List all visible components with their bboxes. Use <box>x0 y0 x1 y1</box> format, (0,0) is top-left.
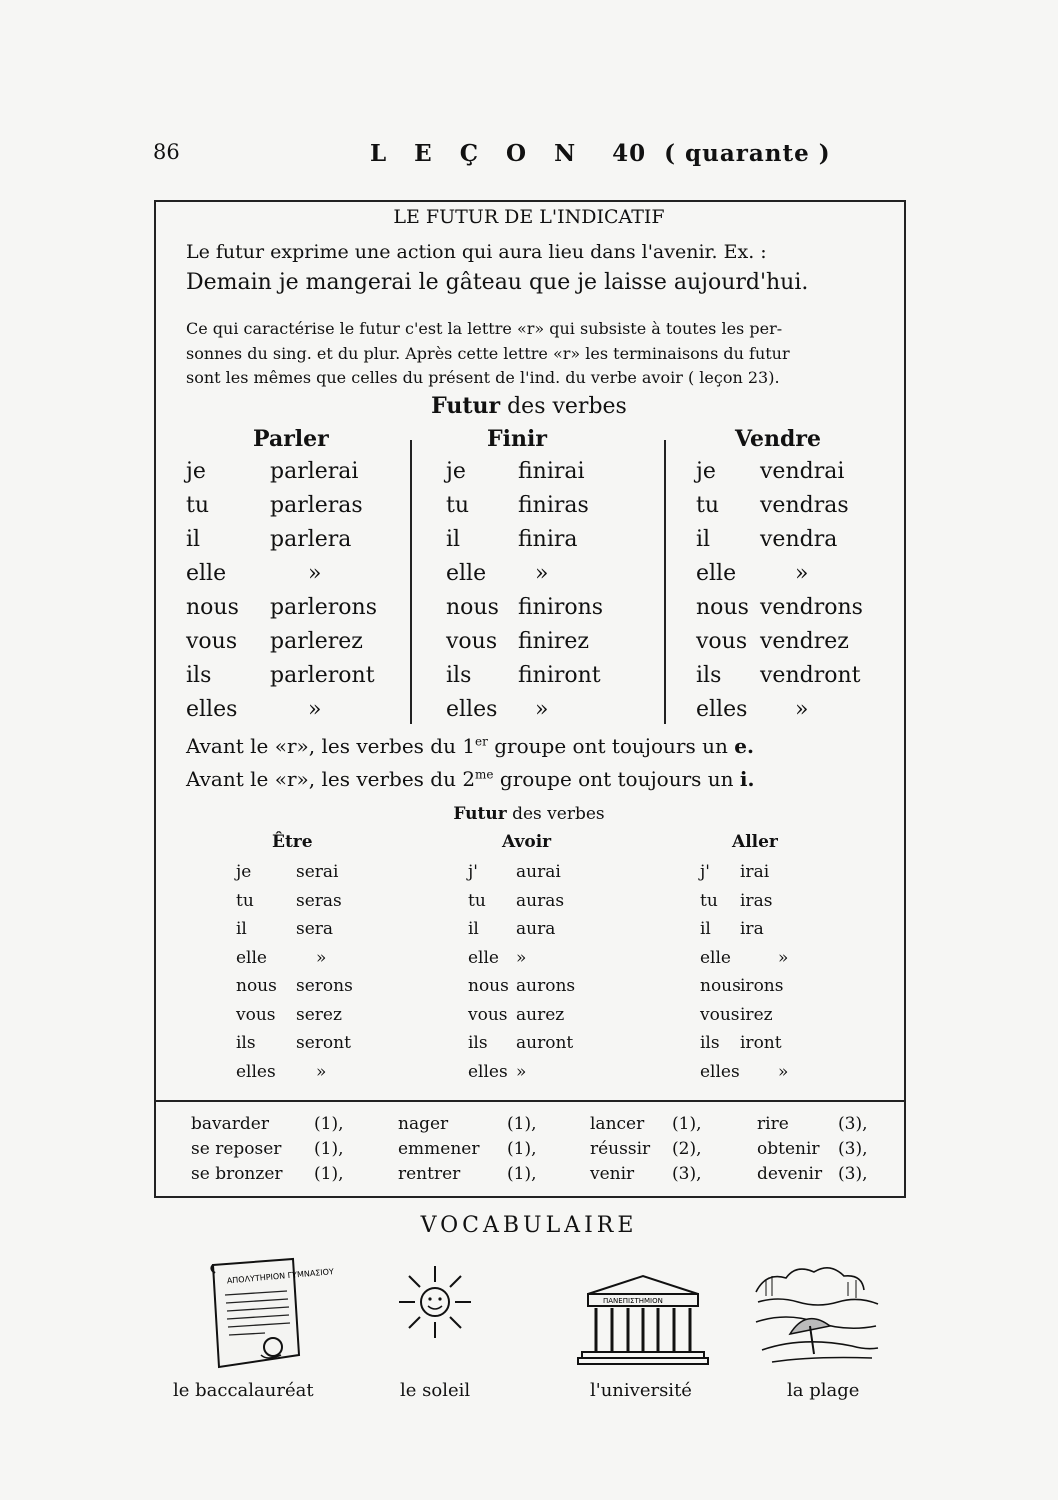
verb-form: vendrai <box>760 459 845 484</box>
note-text: Avant le «r», les verbes du 2 <box>186 767 476 791</box>
verb-form: vendras <box>760 493 849 518</box>
column-divider <box>664 440 666 724</box>
verb-form: » <box>516 947 527 968</box>
verb-form: serons <box>296 976 353 996</box>
vocab-group: (1), <box>507 1164 537 1184</box>
verb-form: seras <box>296 890 342 911</box>
vocab-verb: se bronzer <box>191 1164 283 1184</box>
verb-form: seront <box>296 1033 351 1053</box>
beach-icon <box>752 1262 882 1372</box>
rule-explanation-line: Ce qui caractérise le futur c'est la lettre «r» qui subsiste à toutes les per- <box>186 319 783 338</box>
box-divider <box>154 1100 906 1102</box>
pronoun: elles <box>236 1061 276 1082</box>
caption-soleil: le soleil <box>400 1380 471 1401</box>
pronoun: nous <box>468 976 509 996</box>
pronoun: tu <box>696 493 720 518</box>
pronoun: elle <box>446 561 487 586</box>
note-letter: i. <box>739 767 755 791</box>
pronoun: tu <box>468 890 486 911</box>
pronoun: vous <box>446 629 498 654</box>
university-icon <box>578 1272 708 1366</box>
note-text: groupe ont toujours un <box>493 767 740 791</box>
verb-form: » <box>535 697 549 722</box>
vocab-group: (3), <box>838 1114 868 1134</box>
pronoun: ils <box>700 1033 720 1053</box>
verb-form: finiront <box>518 663 601 688</box>
pronoun: nous <box>700 976 741 996</box>
note-sup: er <box>475 734 488 749</box>
irregular-verbs-heading <box>0 804 1058 824</box>
verb-form: » <box>778 1061 789 1082</box>
regular-verbs-heading <box>0 393 1058 419</box>
pronoun: vous <box>468 1004 508 1025</box>
verb-form: parlerez <box>270 629 363 654</box>
column-header-parler: Parler <box>253 426 329 452</box>
heading-rest: des verbes <box>500 394 627 419</box>
heading-rest: des verbes <box>506 804 605 824</box>
pronoun: elles <box>446 697 498 722</box>
verb-form: irez <box>740 1004 773 1025</box>
pronoun: il <box>236 919 247 939</box>
building-text: ΠΑΝΕΠΙΣΤΗΜΙΟΝ <box>603 1297 663 1305</box>
vocab-group: (1), <box>507 1114 537 1134</box>
verb-form: auront <box>516 1033 574 1053</box>
vocab-group: (3), <box>838 1164 868 1184</box>
pronoun: nous <box>236 976 277 996</box>
lesson-label: ( quarante ) <box>664 140 831 167</box>
pronoun: elle <box>236 947 267 968</box>
pronoun: il <box>696 527 711 552</box>
pronoun: elles <box>468 1061 508 1082</box>
pronoun: elle <box>468 947 499 968</box>
vocab-group: (1), <box>672 1114 702 1134</box>
vocab-group: (3), <box>672 1164 702 1184</box>
verb-form: » <box>316 947 327 968</box>
verb-form: serai <box>296 862 339 882</box>
caption-baccalaureat: le baccalauréat <box>173 1380 314 1401</box>
verb-form: vendrons <box>760 595 863 620</box>
diploma-text: ΑΠΟΛΥΤΗΡΙΟΝ ΓΥΜΝΑΣΙΟΥ <box>226 1267 335 1286</box>
vocab-group: (2), <box>672 1139 702 1159</box>
pronoun: vous <box>700 1004 740 1025</box>
column-header-vendre: Vendre <box>735 426 822 452</box>
pronoun: j' <box>468 862 478 882</box>
note-text: Avant le «r», les verbes du 1 <box>186 734 476 758</box>
pronoun: ils <box>468 1033 488 1053</box>
verb-form: auras <box>516 890 565 911</box>
pronoun: ils <box>186 663 212 688</box>
verb-form: » <box>308 561 322 586</box>
pronoun: tu <box>236 890 254 911</box>
verb-form: parlerons <box>270 595 377 620</box>
verb-form: serez <box>296 1004 342 1025</box>
verb-form: aurez <box>516 1004 565 1025</box>
verb-form: finira <box>518 527 578 552</box>
lesson-number: 40 <box>612 140 647 167</box>
rule-definition: Le futur exprime une action qui aura lieu dans l'avenir. Ex. : <box>186 241 767 263</box>
sun-icon <box>395 1262 475 1342</box>
pronoun: nous <box>186 595 239 620</box>
pronoun: ils <box>446 663 472 688</box>
verb-form: » <box>535 561 549 586</box>
vocab-verb: réussir <box>590 1139 651 1159</box>
verb-form: aurons <box>516 976 576 996</box>
rule-title: LE FUTUR DE L'INDICATIF <box>393 206 665 228</box>
vocab-group: (3), <box>838 1139 868 1159</box>
column-divider <box>410 440 412 724</box>
vocab-group: (1), <box>507 1139 537 1159</box>
pronoun: vous <box>696 629 748 654</box>
verb-form: iront <box>740 1033 782 1053</box>
verb-form: finirai <box>518 459 585 484</box>
page-number: 86 <box>153 140 180 164</box>
column-header-etre: Être <box>272 832 313 852</box>
vocab-verb: emmener <box>398 1139 480 1159</box>
verb-form: vendront <box>760 663 861 688</box>
vocab-verb: nager <box>398 1114 449 1134</box>
vocab-verb: se reposer <box>191 1139 282 1159</box>
pronoun: je <box>696 459 716 484</box>
pronoun: nous <box>446 595 499 620</box>
pronoun: elle <box>700 947 731 968</box>
pronoun: tu <box>186 493 210 518</box>
caption-plage: la plage <box>787 1380 860 1401</box>
verb-form: parlera <box>270 527 352 552</box>
pronoun: ils <box>696 663 722 688</box>
column-header-avoir: Avoir <box>502 832 552 852</box>
verb-form: irons <box>740 976 784 996</box>
diploma-icon <box>205 1255 335 1373</box>
group2-note <box>186 767 754 791</box>
pronoun: elles <box>696 697 748 722</box>
caption-universite: l'université <box>590 1380 692 1401</box>
heading-bold: Futur <box>431 393 501 419</box>
vocab-group: (1), <box>314 1139 344 1159</box>
verb-form: » <box>516 1061 527 1082</box>
verb-form: finiras <box>518 493 589 518</box>
note-text: groupe ont toujours un <box>487 734 735 758</box>
verb-form: » <box>795 561 809 586</box>
verb-form: finirons <box>518 595 604 620</box>
column-header-finir: Finir <box>487 426 547 452</box>
vocab-verb: venir <box>590 1164 635 1184</box>
pronoun: il <box>468 919 479 939</box>
pronoun: je <box>446 459 466 484</box>
pronoun: j' <box>700 862 710 882</box>
pronoun: vous <box>236 1004 276 1025</box>
verb-form: parleras <box>270 493 363 518</box>
verb-form: » <box>795 697 809 722</box>
verb-form: » <box>316 1061 327 1082</box>
note-sup: me <box>475 767 494 782</box>
pronoun: je <box>186 459 206 484</box>
verb-form: parlerai <box>270 459 359 484</box>
pronoun: il <box>446 527 461 552</box>
pronoun: il <box>700 919 711 939</box>
vocab-verb: bavarder <box>191 1114 269 1134</box>
verb-form: finirez <box>518 629 590 654</box>
rule-explanation-line: sont les mêmes que celles du présent de l'ind. du verbe avoir ( leçon 23). <box>186 368 780 387</box>
verb-form: vendrez <box>760 629 849 654</box>
pronoun: je <box>236 862 252 882</box>
pronoun: tu <box>446 493 470 518</box>
lesson-word: L E Ç O N <box>370 140 586 167</box>
verb-form: vendra <box>760 527 838 552</box>
pronoun: elle <box>186 561 227 586</box>
vocab-verb: obtenir <box>757 1139 820 1159</box>
vocab-verb: lancer <box>590 1114 645 1134</box>
rule-example: Demain je mangerai le gâteau que je laisse aujourd'hui. <box>186 270 809 295</box>
heading-bold: Futur <box>453 804 507 824</box>
vocabulary-title: VOCABULAIRE <box>420 1213 638 1238</box>
pronoun: il <box>186 527 201 552</box>
verb-form: iras <box>740 890 773 911</box>
verb-form: » <box>778 947 789 968</box>
pronoun: vous <box>186 629 238 654</box>
rule-explanation-line: sonnes du sing. et du plur. Après cette lettre «r» les terminaisons du futur <box>186 344 790 363</box>
vocab-verb: devenir <box>757 1164 823 1184</box>
pronoun: elle <box>696 561 737 586</box>
group1-note <box>186 734 754 758</box>
vocab-verb: rentrer <box>398 1164 461 1184</box>
vocab-group: (1), <box>314 1114 344 1134</box>
column-header-aller: Aller <box>732 832 778 852</box>
vocab-group: (1), <box>314 1164 344 1184</box>
pronoun: elles <box>700 1061 740 1082</box>
verb-form: » <box>308 697 322 722</box>
pronoun: elles <box>186 697 238 722</box>
pronoun: nous <box>696 595 749 620</box>
verb-form: aura <box>516 919 556 939</box>
vocab-verb: rire <box>757 1114 789 1134</box>
note-letter: e. <box>734 734 754 758</box>
pronoun: ils <box>236 1033 256 1053</box>
verb-form: ira <box>740 919 764 939</box>
lesson-title <box>370 140 831 167</box>
verb-form: sera <box>296 919 334 939</box>
pronoun: tu <box>700 890 718 911</box>
verb-form: parleront <box>270 663 375 688</box>
verb-form: aurai <box>516 862 561 882</box>
verb-form: irai <box>740 862 770 882</box>
